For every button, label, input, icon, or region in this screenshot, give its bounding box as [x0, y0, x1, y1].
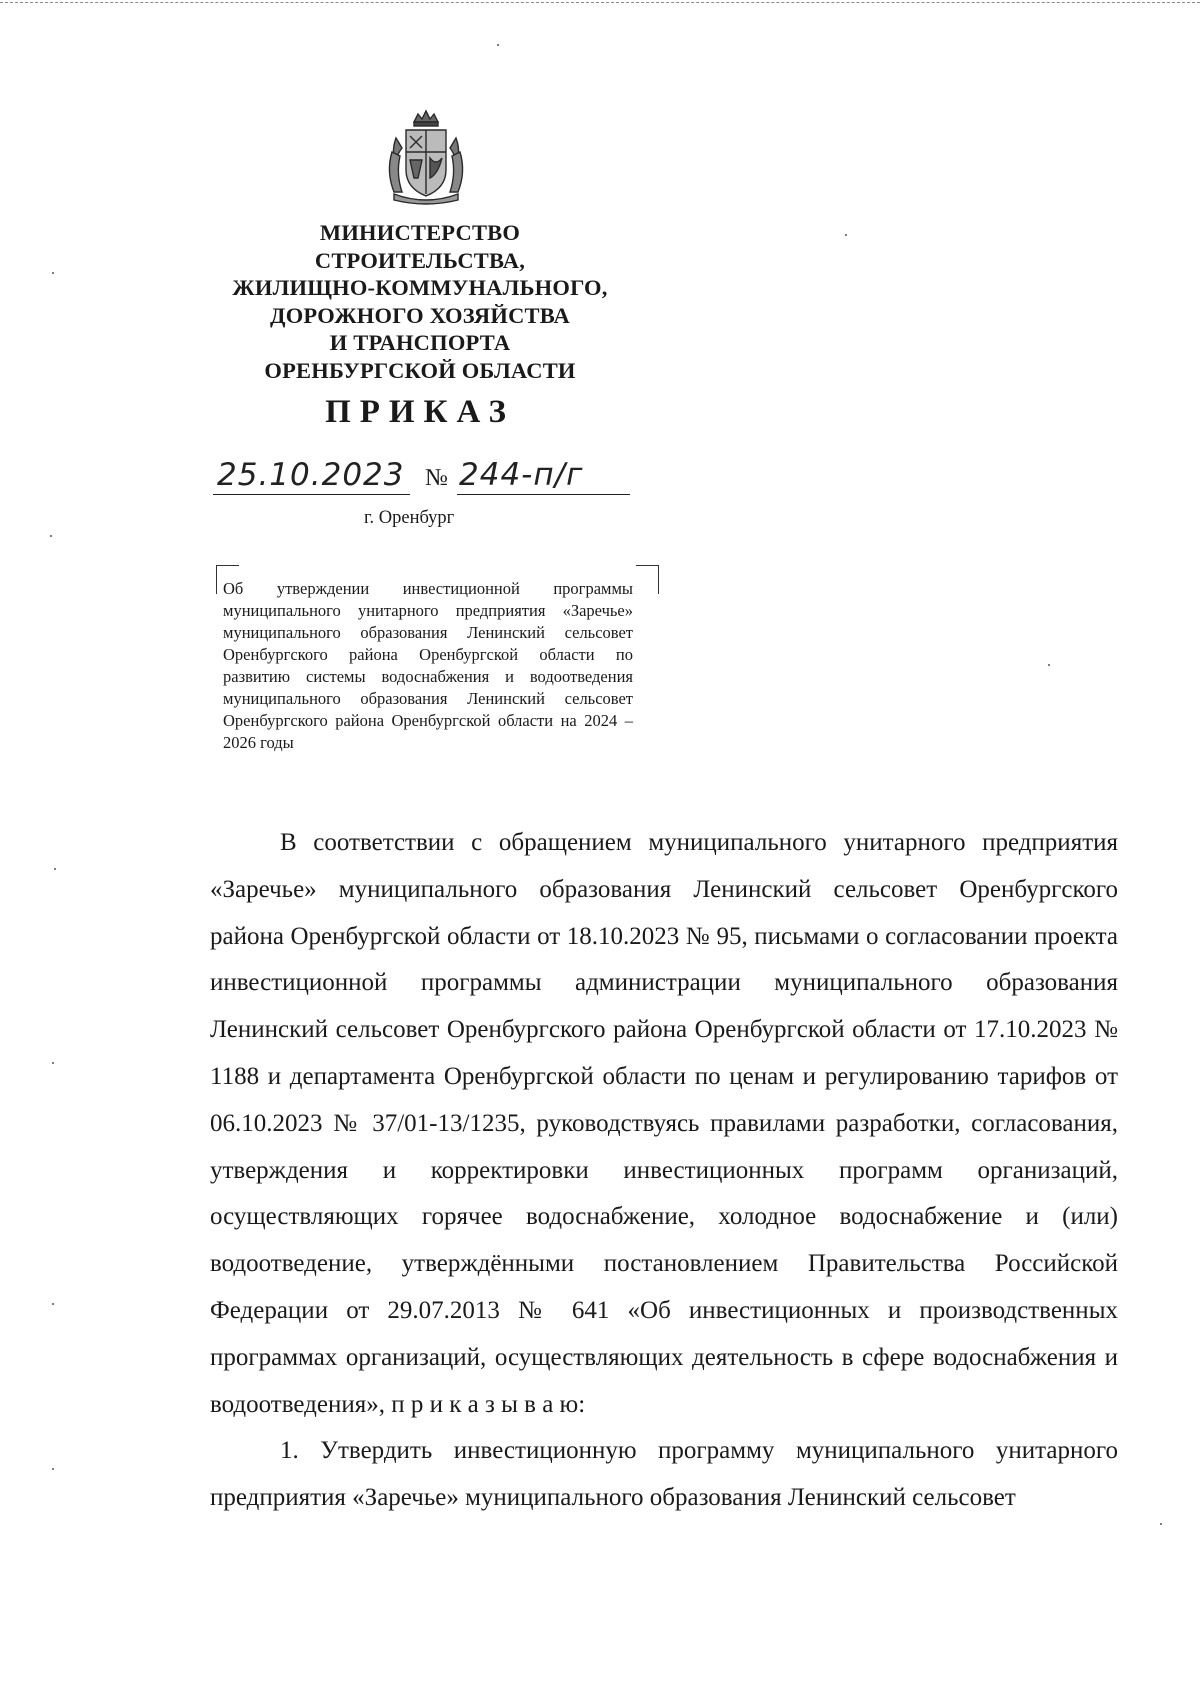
city-line: г. Оренбург [364, 508, 455, 528]
ministry-line: МИНИСТЕРСТВО [319, 220, 521, 245]
body-paragraph: 1. Утвердить инвестиционную программу муниципального унитарного предприятия «Заречье» муниципального образования Ленинский сельсовет [210, 1437, 1118, 1512]
ministry-name [160, 219, 680, 385]
body-paragraph: В соответствии с обращением муниципального унитарного предприятия «Заречье» муниципального образования Ленинский сельсовет Оренбургского района Оренбургской области от 18.10.2023 № 95, письмами о согласовании проекта инвестиционной программы администрации муниципального образования Ленинский сельсовет Оренбургского района Оренбургской области от 17.10.2023 № 1188 и департамента Оренбургской области по ценам и регулированию тарифов от 06.10.2023 № 37/01-13/1235, руководствуясь правилами разработки, согласования, утверждения и корректировки инвестиционных программ организаций, осуществляющих горячее водоснабжение, холодное водоснабжение и (или) водоотведение, утверждёнными постановлением Правительства Российской Федерации от 29.07.2013 № 641 «Об инвестиционных и производственных программах организаций, осуществляющих деятельность в сфере водоснабжения и водоотведения», п р и к а з ы в а ю: [210, 829, 1118, 1418]
ministry-line: СТРОИТЕЛЬСТВА, [314, 247, 526, 273]
handwritten-date: 25.10.2023 [217, 457, 405, 493]
scan-speck [52, 1303, 54, 1305]
scan-speck [1048, 664, 1050, 666]
scan-speck [1160, 1523, 1162, 1525]
scan-top-edge [0, 2, 1200, 3]
scan-speck [497, 44, 499, 46]
scan-speck [52, 272, 54, 274]
ministry-line: ОРЕНБУРГСКОЙ ОБЛАСТИ [264, 357, 576, 383]
number-underline [457, 494, 630, 495]
scan-speck [845, 234, 847, 236]
scan-speck [52, 1468, 54, 1470]
scan-speck [50, 535, 52, 537]
date-number-line [213, 455, 633, 501]
order-body [210, 820, 1118, 1522]
number-sign: № [425, 465, 448, 491]
subject-bracket-right [636, 565, 659, 594]
scan-speck [52, 1062, 54, 1064]
date-underline [213, 494, 410, 495]
coat-of-arms-icon [384, 108, 468, 208]
document-type-title: ПРИКАЗ [325, 394, 515, 430]
scan-speck [54, 868, 56, 870]
handwritten-number: 244-п/г [459, 457, 584, 493]
ministry-line: ЖИЛИЩНО-КОММУНАЛЬНОГО, [232, 275, 608, 301]
ministry-line: И ТРАНСПОРТА [329, 330, 511, 356]
ministry-line: ДОРОЖНОГО ХОЗЯЙСТВА [270, 302, 570, 328]
order-subject: Об утверждении инвестиционной программы муниципального унитарного предприятия «Заречье» муниципального образования Ленинский сельсовет Оренбургского района Оренбургской области по развитию системы водоснабжения и водоотведения муниципального образования Ленинский сельсовет Оренбургского района Оренбургской области на 2024 – 2026 годы [223, 579, 633, 752]
